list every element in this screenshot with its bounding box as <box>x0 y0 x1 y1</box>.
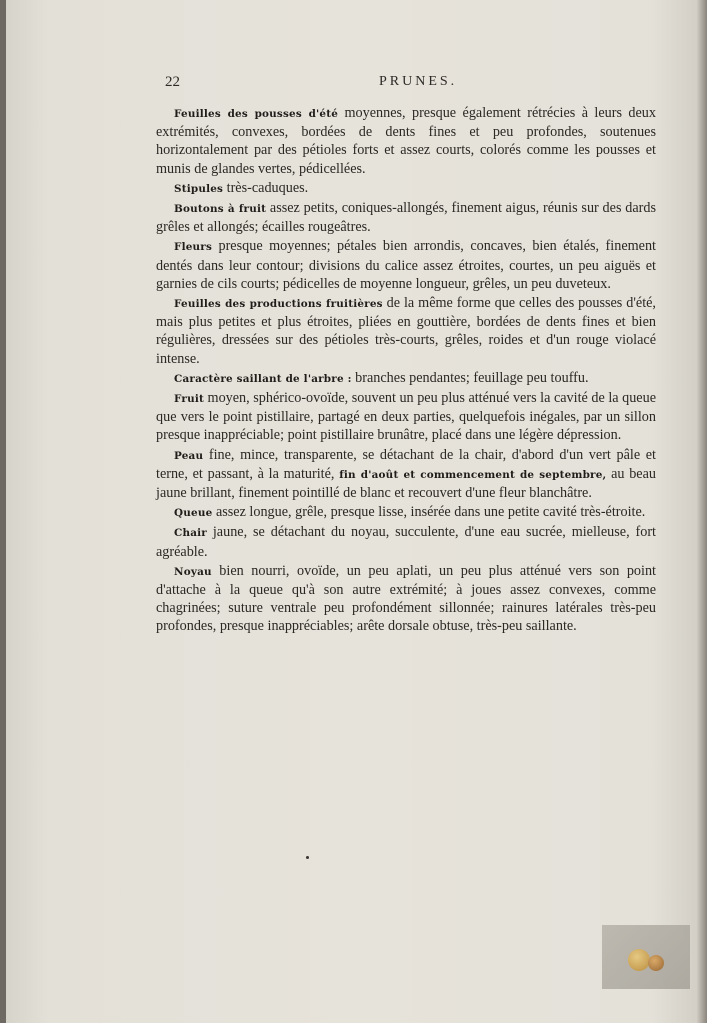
paragraph-tree-character <box>156 369 656 388</box>
paragraph-text: presque moyennes; pétales bien arrondis, concaves, bien étalés, finement dentés dans leur contour; divisions du calice assez étroites, courtes, un peu aiguës et garnies de cils courts; pédicelles de moyenne longueur, grêles, un peu duveteux. <box>156 238 656 292</box>
paragraph-flesh <box>156 523 656 560</box>
corner-fruit-stamp <box>602 925 690 989</box>
paragraph-text-continued: au beau jaune brillant, finement pointillé de blanc et recouvert d'une fleur blanchâtre. <box>156 465 656 502</box>
book-page <box>6 0 707 1023</box>
term-label: Fleurs <box>174 241 213 254</box>
paragraph-text: branches pendantes; feuillage peu touffu. <box>351 369 589 386</box>
term-label: Feuilles des productions fruitières <box>174 298 383 311</box>
paragraph-summer-leaves <box>156 104 656 178</box>
paragraph-text: jaune, se détachant du noyau, succulente, d'une eau sucrée, mielleuse, fort agréable. <box>156 524 656 560</box>
term-label: Noyau <box>174 565 212 578</box>
paragraph-stalk <box>156 503 656 522</box>
term-label: Stipules <box>174 182 224 195</box>
page-header <box>161 74 661 94</box>
fruit-icon <box>628 949 650 971</box>
page-spine-shadow <box>697 0 707 1023</box>
paragraph-text: fine, mince, transparente, se détachant de la chair, d'abord d'un vert pâle et terne, et passant, à la maturité, <box>156 446 656 482</box>
paragraph-text: moyen, sphérico-ovoïde, souvent un peu plus atténué vers la cavité de la queue que vers le point pistillaire, partagé en deux parties, quelquefois inégales, par un sillon presque inappréciable; point pistillaire brunâtre, placé dans une légère dépression. <box>156 390 656 444</box>
page-number: 22 <box>165 74 180 90</box>
paragraph-stone <box>156 562 656 636</box>
term-label: Chair <box>174 527 207 540</box>
paragraph-fruit <box>156 389 656 445</box>
paragraph-fruit-buds <box>156 199 656 236</box>
term-label: Boutons à fruit <box>174 203 267 216</box>
paragraph-stipules <box>156 179 656 198</box>
ink-speck <box>306 856 309 859</box>
paragraph-text: très-caduques. <box>223 179 309 196</box>
ripening-period: fin d'août et commencement de septembre, <box>339 468 607 481</box>
term-label: Feuilles des pousses d'été <box>174 108 339 120</box>
term-label: Queue <box>174 507 213 520</box>
term-label: Peau <box>174 449 204 462</box>
paragraph-skin <box>156 446 656 503</box>
paragraph-fruiting-leaves <box>156 294 656 368</box>
paragraph-text: assez petits, coniques-allongés, finement aigus, réunis sur des dards grêles et allongés; écailles rougeâtres. <box>156 200 656 236</box>
term-label: Fruit <box>174 393 204 406</box>
running-title: PRUNES. <box>379 74 458 89</box>
paragraph-text: assez longue, grêle, presque lisse, insérée dans une petite cavité très-étroite. <box>212 504 646 521</box>
fruit-icon <box>648 955 664 971</box>
paragraph-text: bien nourri, ovoïde, un peu aplati, un peu plus atténué vers son point d'attache à la queue qu'à son autre extrémité; à joues assez convexes, comme chagrinées; suture ventrale peu profondément sillonnée; rainures latérales très-peu profondes, presque inappréciables; arête dorsale obtuse, très-peu saillante. <box>156 562 656 635</box>
paragraph-text: moyennes, presque également rétrécies à leurs deux extrémités, convexes, bordées de dents fines et peu profondes, soutenues horizontalement par des pétioles forts et assez courts, colorés comme les pousses et munis de glandes vertes, pédicellées. <box>156 105 656 177</box>
paragraph-text: de la même forme que celles des pousses d'été, mais plus petites et plus étroites, pliées en gouttière, bordées de dents fines et bien régulières, dressées sur des pétioles très-courts, grêles, roides et d'un rouge violacé intense. <box>156 295 656 367</box>
term-label: Caractère saillant de l'arbre : <box>174 372 352 385</box>
description-body <box>156 104 656 637</box>
paragraph-flowers <box>156 237 656 293</box>
